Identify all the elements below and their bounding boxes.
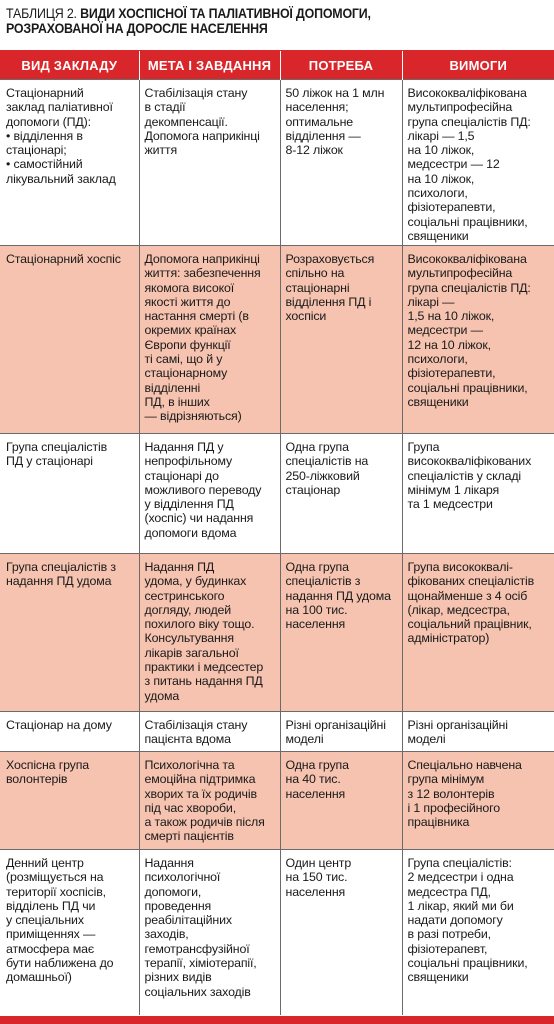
cell-line: Висококваліфікована <box>407 86 527 100</box>
cell-line: різних видів <box>144 970 212 985</box>
requirements-cell <box>402 554 554 712</box>
title-prefix: ТАБЛИЦЯ 2. <box>6 6 77 21</box>
cell-line: на 40 тис. <box>285 772 341 787</box>
cell-line: сестринського <box>144 588 225 603</box>
cell-line: бути наближена до <box>6 956 114 971</box>
facility-type-cell <box>0 850 139 1015</box>
goal-cell <box>139 80 280 246</box>
goal-cell <box>139 712 280 752</box>
cell-line: заходів, <box>144 927 189 942</box>
cell-line: населення <box>285 786 346 801</box>
cell-line: священики <box>407 970 469 985</box>
cell-line: з 12 волонтерів <box>407 786 495 801</box>
cell-line: ті самі, що й у <box>144 352 223 367</box>
cell-line: Консультування <box>144 631 234 646</box>
header-need: ПОТРЕБА <box>280 51 402 80</box>
cell-line: спеціалістів у складі <box>407 468 522 483</box>
cell-line: спеціалістів з <box>285 574 361 589</box>
cell-line: Надання ПД у <box>144 440 224 454</box>
cell-line: • відділення в <box>6 128 83 143</box>
cell-line: мультипрофесійна <box>407 100 513 115</box>
cell-line: лікувальний заклад <box>6 171 116 186</box>
cell-line: допомоги вдома <box>144 525 237 540</box>
cell-line: проведення <box>144 898 212 913</box>
need-cell <box>280 554 402 712</box>
cell-line: приміщеннях — <box>6 927 96 942</box>
cell-line: ПД, в інших <box>144 394 210 409</box>
cell-line: медсестри — 12 <box>407 157 500 172</box>
cell-line: група спеціалістів ПД: <box>407 280 531 295</box>
cell-line: Спеціально навчена <box>407 758 522 772</box>
table-row <box>0 712 554 752</box>
requirements-cell <box>402 712 554 752</box>
cell-line: Один центр <box>285 856 352 870</box>
cell-line: удома, у будинках <box>144 574 247 589</box>
cell-line: група спеціалістів ПД: <box>407 114 531 129</box>
cell-line: Група висококвалі- <box>407 560 513 574</box>
header-facility-type: ВИД ЗАКЛАДУ <box>0 51 139 80</box>
cell-line: якості життя до <box>144 294 231 309</box>
cell-line: Денний центр <box>6 856 84 870</box>
cell-line: 2 медсестри і одна <box>407 870 514 885</box>
cell-line: (хоспіс) чи надання <box>144 511 254 526</box>
cell-line: спеціалістів на <box>285 454 369 469</box>
cell-line: емоційна підтримка <box>144 772 256 787</box>
requirements-cell <box>402 434 554 554</box>
cell-line: населення <box>285 884 346 899</box>
cell-line: (лікар, медсестра, <box>407 602 510 617</box>
cell-line: моделі <box>407 732 446 747</box>
cell-line: фізіотерапевт, <box>407 941 488 956</box>
cell-line: хоспіси <box>285 309 327 324</box>
cell-line: відділення ПД і <box>285 294 372 309</box>
title-line-1-text: ВИДИ ХОСПІСНОЇ ТА ПАЛІАТИВНОЇ ДОПОМОГИ, <box>80 6 371 21</box>
need-cell <box>280 752 402 850</box>
cell-line: психологічної <box>144 870 221 885</box>
cell-line: Одна група <box>285 440 349 454</box>
table-row <box>0 850 554 1015</box>
cell-line: (розміщується на <box>6 870 104 885</box>
goal-cell <box>139 554 280 712</box>
cell-line: Група спеціалістів з <box>6 560 116 574</box>
cell-line: стаціонарі до <box>144 468 219 483</box>
bottom-accent-bar <box>0 1016 554 1024</box>
cell-line: Стабілізація стану <box>144 718 248 732</box>
cell-line: стаціонарні <box>285 280 350 295</box>
cell-line: атмосфера має <box>6 941 94 956</box>
cell-line: священики <box>407 228 469 243</box>
cell-line: під час хвороби, <box>144 800 236 815</box>
cell-line: щонайменше з 4 осіб <box>407 588 528 603</box>
cell-line: висококваліфікованих <box>407 454 532 469</box>
cell-line: спільно на <box>285 266 345 281</box>
cell-line: соціальних заходів <box>144 984 251 999</box>
requirements-cell <box>402 850 554 1015</box>
cell-line: на 150 тис. <box>285 870 348 885</box>
cell-line: в разі потреби, <box>407 927 491 942</box>
cell-line: 50 ліжок на 1 млн <box>285 86 385 100</box>
cell-line: території хоспісів, <box>6 884 106 899</box>
cell-line: Допомога наприкінці <box>144 252 260 266</box>
table-row <box>0 752 554 850</box>
cell-line: Стабілізація стану <box>144 86 248 100</box>
cell-line: надати допомогу <box>407 913 503 928</box>
need-cell <box>280 80 402 246</box>
cell-line: можливого переводу <box>144 482 262 497</box>
cell-line: відділень ПД чи <box>6 898 96 913</box>
cell-line: мультипрофесійна <box>407 266 513 281</box>
cell-line: соціальний працівник, <box>407 617 532 632</box>
cell-line: соціальні працівники, <box>407 380 528 395</box>
cell-line: моделі <box>285 732 324 747</box>
cell-line: населення; <box>285 100 349 115</box>
cell-line: Розраховується <box>285 252 375 266</box>
goal-cell <box>139 246 280 434</box>
cell-line: працівника <box>407 815 470 830</box>
cell-line: відділення — <box>285 128 361 143</box>
cell-line: на 100 тис. <box>285 602 348 617</box>
cell-line: Стаціонар на дому <box>6 718 112 732</box>
need-cell <box>280 850 402 1015</box>
requirements-cell <box>402 246 554 434</box>
cell-line: у відділення ПД <box>144 497 234 512</box>
title-line-2: РОЗРАХОВАНОЇ НА ДОРОСЛЕ НАСЕЛЕННЯ <box>6 21 268 36</box>
cell-line: допомоги, <box>144 884 202 899</box>
cell-line: волонтерів <box>6 772 68 787</box>
cell-line: життя: забезпечення <box>144 266 261 281</box>
cell-line: окремих країнах <box>144 323 236 338</box>
cell-line: Надання ПД <box>144 560 215 574</box>
cell-line: надання ПД удома <box>6 574 112 589</box>
cell-line: і 1 професійного <box>407 800 500 815</box>
cell-line: похилого віку тощо. <box>144 617 255 632</box>
cell-line: фікованих спеціалістів <box>407 574 535 589</box>
cell-line: Європи функції <box>144 337 231 352</box>
cell-line: — відрізняються) <box>144 409 242 424</box>
cell-line: Стаціонарний хоспіс <box>6 252 121 266</box>
cell-line: мінімум 1 лікаря <box>407 482 500 497</box>
header-goal: МЕТА І ЗАВДАННЯ <box>139 51 280 80</box>
cell-line: психологи, <box>407 352 468 367</box>
cell-line: стаціонарі; <box>6 143 67 158</box>
cell-line: Допомога наприкінці <box>144 128 260 143</box>
cell-line: стаціонарному <box>144 366 228 381</box>
requirements-cell <box>402 80 554 246</box>
cell-line: соціальні працівники, <box>407 956 528 971</box>
cell-line: медсестри — <box>407 323 483 338</box>
cell-line: допомоги (ПД): <box>6 114 91 129</box>
title-line-1 <box>6 6 503 21</box>
cell-line: непрофільному <box>144 454 232 469</box>
cell-line: 1,5 на 10 ліжок, <box>407 309 495 324</box>
cell-line: якомога високої <box>144 280 235 295</box>
cell-line: фізіотерапевти, <box>407 366 496 381</box>
header-requirements: ВИМОГИ <box>402 51 554 80</box>
need-cell <box>280 712 402 752</box>
cell-line: заклад паліативної <box>6 100 113 115</box>
table-row <box>0 246 554 434</box>
cell-line: Різні організаційні <box>285 718 386 732</box>
cell-line: в стадії <box>144 100 186 115</box>
facility-type-cell <box>0 554 139 712</box>
facility-type-cell <box>0 246 139 434</box>
cell-line: практики і медсестер <box>144 660 264 675</box>
table-row <box>0 554 554 712</box>
cell-line: настання смерті (в <box>144 309 249 324</box>
cell-line: Група спеціалістів: <box>407 856 512 870</box>
cell-line: надання ПД удома <box>285 588 391 603</box>
cell-line: гемотрансфузійної <box>144 941 250 956</box>
cell-line: священики <box>407 394 469 409</box>
cell-line: догляду, людей <box>144 602 232 617</box>
cell-line: фізіотерапевти, <box>407 200 496 215</box>
cell-line: 1 лікар, який ми би <box>407 898 514 913</box>
cell-line: 12 на 10 ліжок, <box>407 337 491 352</box>
cell-line: терапії, хіміотерапії, <box>144 956 257 971</box>
cell-line: пацієнта вдома <box>144 732 231 747</box>
cell-line: декомпенсації. <box>144 114 228 129</box>
cell-line: Одна група <box>285 560 349 574</box>
cell-line: відділенні <box>144 380 201 395</box>
goal-cell <box>139 434 280 554</box>
cell-line: на 10 ліжок, <box>407 171 475 186</box>
cell-line: Група спеціалістів <box>6 440 108 454</box>
cell-line: на 10 ліжок, <box>407 143 475 158</box>
cell-line: Різні організаційні <box>407 718 508 732</box>
cell-line: ПД у стаціонарі <box>6 454 93 469</box>
palliative-care-table <box>0 50 554 1015</box>
cell-line: психологи, <box>407 186 468 201</box>
cell-line: у спеціальних <box>6 913 84 928</box>
cell-line: життя <box>144 143 178 158</box>
cell-line: населення <box>285 617 346 632</box>
facility-type-cell <box>0 80 139 246</box>
cell-line: • самостійний <box>6 157 83 172</box>
cell-line: лікарі — 1,5 <box>407 128 475 143</box>
cell-line: Надання <box>144 856 194 870</box>
cell-line: Висококваліфікована <box>407 252 527 266</box>
facility-type-cell <box>0 752 139 850</box>
cell-line: лікарів загальної <box>144 645 239 660</box>
cell-line: стаціонар <box>285 482 341 497</box>
goal-cell <box>139 850 280 1015</box>
table-row <box>0 80 554 246</box>
cell-line: Стаціонарний <box>6 86 84 100</box>
goal-cell <box>139 752 280 850</box>
cell-line: а також родичів після <box>144 815 265 830</box>
header-row <box>0 51 554 80</box>
cell-line: 8-12 ліжок <box>285 143 343 158</box>
need-cell <box>280 246 402 434</box>
cell-line: удома <box>144 688 180 703</box>
cell-line: та 1 медсестри <box>407 497 493 512</box>
need-cell <box>280 434 402 554</box>
cell-line: смерті пацієнтів <box>144 829 234 844</box>
cell-line: Група <box>407 440 440 454</box>
table-title <box>6 6 503 36</box>
cell-line: соціальні працівники, <box>407 214 528 229</box>
cell-line: Психологічна та <box>144 758 235 772</box>
cell-line: оптимальне <box>285 114 354 129</box>
cell-line: 250-ліжковий <box>285 468 360 483</box>
cell-line: медсестра ПД, <box>407 884 491 899</box>
cell-line: хворих та їх родичів <box>144 786 257 801</box>
cell-line: адміністратор) <box>407 631 490 646</box>
facility-type-cell <box>0 712 139 752</box>
cell-line: домашньої) <box>6 970 72 985</box>
cell-line: група мінімум <box>407 772 485 787</box>
cell-line: лікарі — <box>407 294 455 309</box>
cell-line: Хоспісна група <box>6 758 90 772</box>
cell-line: реабілітаційних <box>144 913 232 928</box>
requirements-cell <box>402 752 554 850</box>
cell-line: з питань надання ПД <box>144 674 263 689</box>
facility-type-cell <box>0 434 139 554</box>
table-row <box>0 434 554 554</box>
cell-line: Одна група <box>285 758 349 772</box>
